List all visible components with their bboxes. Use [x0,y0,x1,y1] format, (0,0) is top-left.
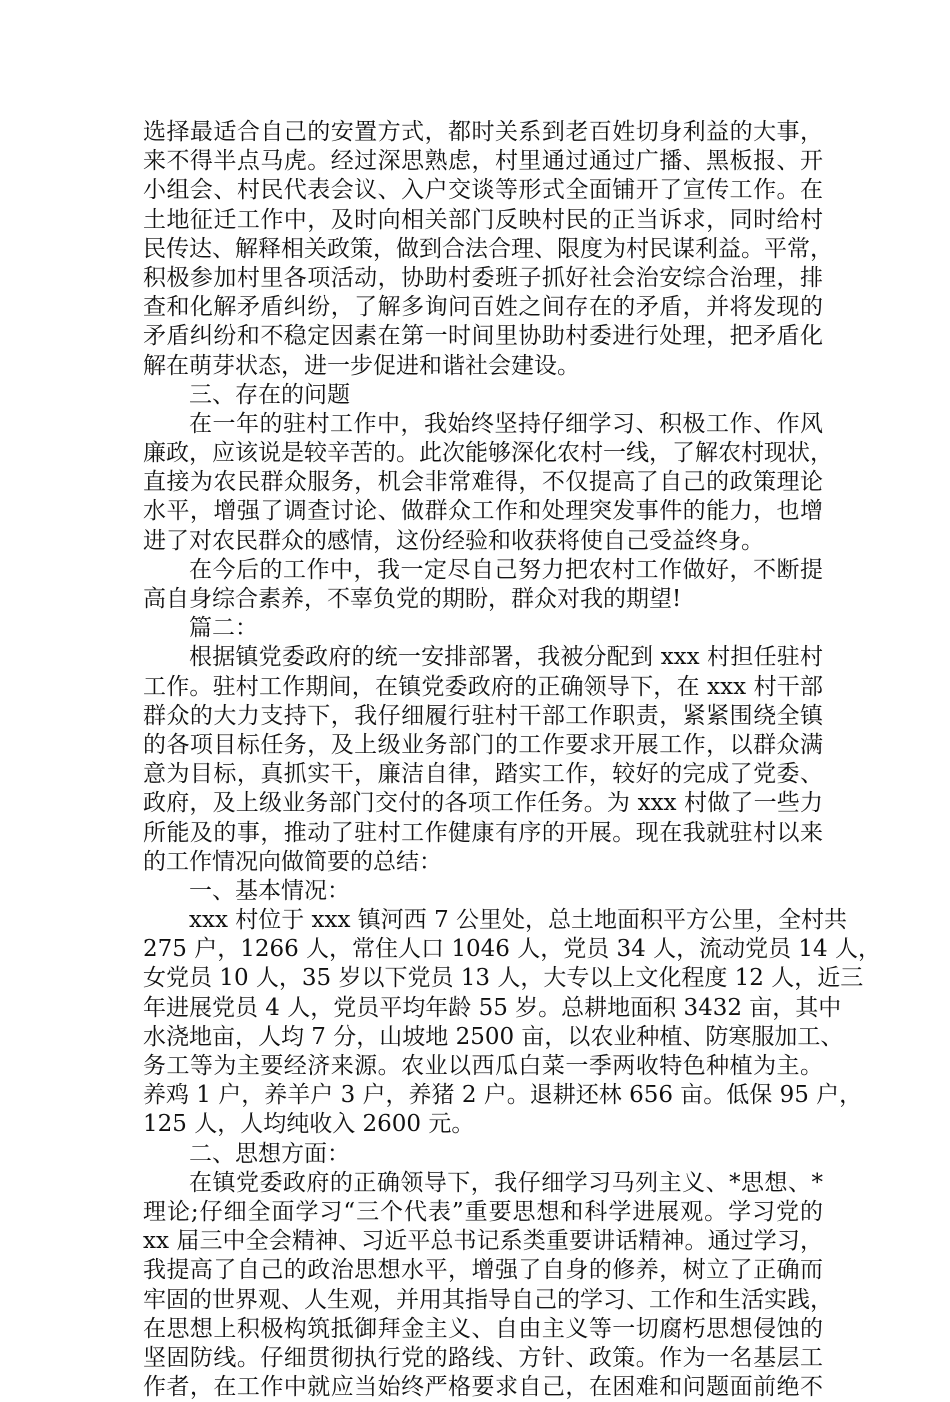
body-line: 来不得半点马虎。经过深思熟虑，村里通过通过广播、黑板报、开 [143,148,823,175]
body-line: 选择最适合自己的安置方式，都时关系到老百姓切身利益的大事， [143,119,823,145]
paragraph-first-line: 在今后的工作中，我一定尽自己努力把农村工作做好，不断提 [189,556,823,583]
body-line: 养鸡 1 户，养羊户 3 户，养猪 2 户。退耕还林 656 亩。低保 95 户， [143,1082,863,1109]
body-line: 的各项目标任务，及上级业务部门的工作要求开展工作，以群众满 [143,731,823,758]
paragraph-first-line: xxx 村位于 xxx 镇河西 7 公里处，总土地面积平方公里，全村共 [189,907,848,934]
body-line: xx 届三中全会精神、习近平总书记系类重要讲话精神。通过学习， [143,1228,823,1255]
body-line: 275 户，1266 人，常住人口 1046 人，党员 34 人，流动党员 14 人， [143,936,881,963]
body-line: 年进展党员 4 人，党员平均年龄 55 岁。总耕地面积 3432 亩，其中 [143,994,842,1021]
body-line: 所能及的事，推动了驻村工作健康有序的开展。现在我就驻村以来 [143,819,823,846]
body-line: 水平，增强了调查讨论、做群众工作和处理突发事件的能力，也增 [143,498,823,525]
body-line: 群众的大力支持下，我仔细履行驻村干部工作职责，紧紧围绕全镇 [143,702,823,729]
body-line: 工作。驻村工作期间，在镇党委政府的正确领导下，在 xxx 村干部 [143,673,823,700]
section-heading: 篇二： [189,615,258,642]
body-line: 进了对农民群众的感情，这份经验和收获将使自己受益终身。 [143,527,764,554]
body-line: 女党员 10 人，35 岁以下党员 13 人，大专以上文化程度 12 人，近三 [143,965,864,992]
body-line: 土地征迁工作中，及时向相关部门反映村民的正当诉求，同时给村 [143,206,823,233]
body-line: 小组会、村民代表会议、入户交谈等形式全面铺开了宣传工作。在 [143,177,823,204]
body-line: 政府，及上级业务部门交付的各项工作任务。为 xxx 村做了一些力 [143,790,823,817]
section-heading: 一、基本情况： [189,877,350,904]
body-line: 理论;仔细全面学习“三个代表”重要思想和科学进展观。学习党的 [143,1198,823,1225]
body-line: 的工作情况向做简要的总结： [143,848,442,875]
paragraph-first-line: 在镇党委政府的正确领导下，我仔细学习马列主义、*思想、* [189,1169,823,1196]
body-line: 解在萌芽状态，进一步促进和谐社会建设。 [143,352,580,379]
document-page [143,118,881,1402]
body-line: 积极参加村里各项活动，协助村委班子抓好社会治安综合治理，排 [143,264,823,291]
section-heading: 二、思想方面： [189,1140,350,1167]
body-line: 直接为农民群众服务，机会非常难得，不仅提高了自己的政策理论 [143,469,823,496]
body-line: 我提高了自己的政治思想水平，增强了自身的修养，树立了正确而 [143,1257,823,1284]
body-line: 民传达、解释相关政策，做到合法合理、限度为村民谋利益。平常， [143,235,833,262]
body-line: 作者，在工作中就应当始终严格要求自己，在困难和问题面前绝不 [143,1374,823,1401]
body-line: 125 人，人均纯收入 2600 元。 [143,1111,475,1138]
body-line: 坚固防线。仔细贯彻执行党的路线、方针、政策。作为一名基层工 [143,1344,823,1371]
body-line: 在思想上积极构筑抵御拜金主义、自由主义等一切腐朽思想侵蚀的 [143,1315,823,1342]
paragraph-first-line: 根据镇党委政府的统一安排部署，我被分配到 xxx 村担任驻村 [189,644,823,671]
body-line: 查和化解矛盾纠纷，了解多询问百姓之间存在的矛盾，并将发现的 [143,294,823,321]
paragraph-first-line: 在一年的驻村工作中，我始终坚持仔细学习、积极工作、作风 [189,410,823,437]
body-line: 廉政，应该说是较辛苦的。此次能够深化农村一线，了解农村现状， [143,440,833,467]
body-line: 矛盾纠纷和不稳定因素在第一时间里协助村委进行处理，把矛盾化 [143,323,823,350]
body-line: 高自身综合素养，不辜负党的期盼，群众对我的期望! [143,586,682,612]
body-line: 务工等为主要经济来源。农业以西瓜白菜一季两收特色种植为主。 [143,1053,823,1079]
body-line: 牢固的世界观、人生观，并用其指导自己的学习、工作和生活实践， [143,1286,833,1313]
body-line: 水浇地亩，人均 7 分，山坡地 2500 亩，以农业种植、防寒服加工、 [143,1023,844,1050]
body-line: 意为目标，真抓实干，廉洁自律，踏实工作，较好的完成了党委、 [143,761,823,788]
section-heading: 三、存在的问题 [189,381,350,408]
